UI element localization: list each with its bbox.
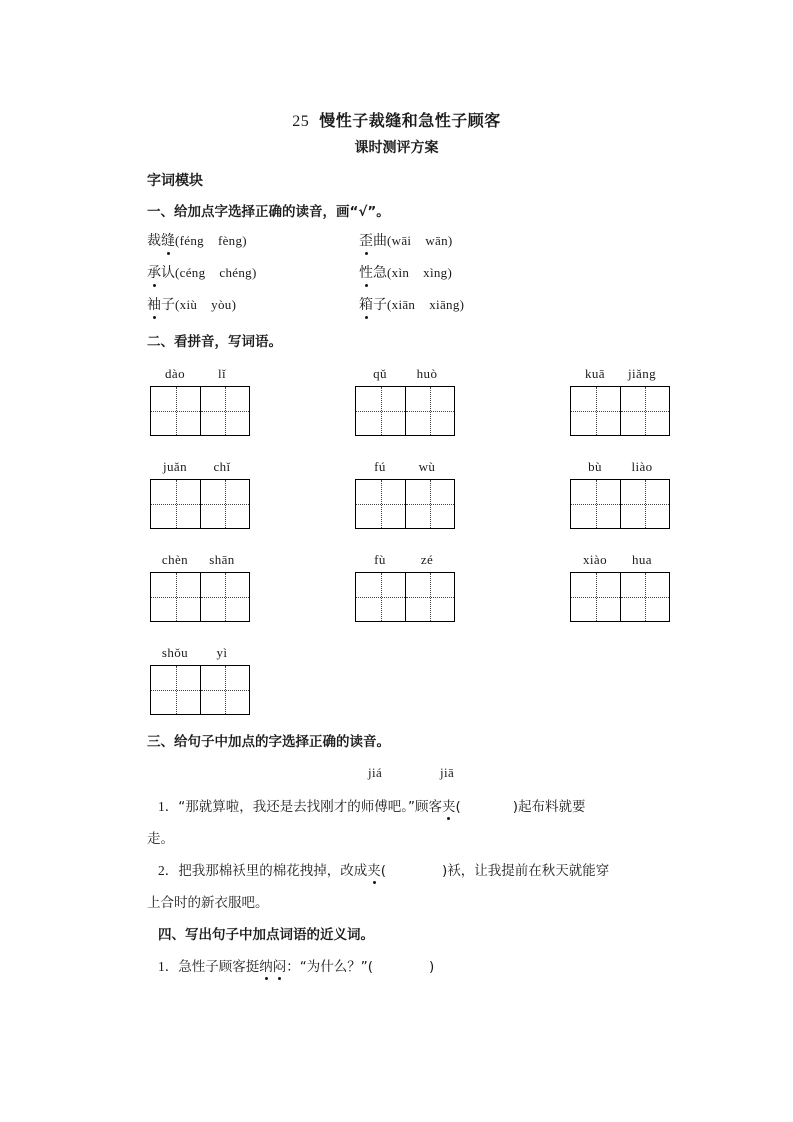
exercise-three-question-2 [158, 859, 609, 879]
tianzige-writing-box[interactable] [355, 572, 455, 622]
answer-blank[interactable]: ( ) [367, 959, 435, 975]
question-index: 1． [158, 959, 179, 974]
grid-pinyin-label [150, 459, 250, 475]
tianzige-cell[interactable] [620, 387, 669, 435]
pinyin-syllable-1: xiào [583, 552, 607, 567]
tianzige-cell[interactable] [200, 573, 249, 621]
tianzige-cell[interactable] [405, 480, 454, 528]
tianzige-cell[interactable] [571, 480, 620, 528]
dotted-word-char-1: 纳 [259, 955, 273, 975]
writing-grid-group [570, 459, 670, 529]
word-char-2-dotted: 缝 [161, 230, 175, 250]
exercise-three-question-1-wrap: 走。 [147, 831, 174, 847]
pinyin-options[interactable]: (xiù yòu) [175, 297, 237, 312]
tianzige-cell[interactable] [200, 480, 249, 528]
pinyin-option-b[interactable]: yòu [211, 297, 232, 312]
pinyin-syllable-1: fù [374, 552, 386, 567]
pinyin-options[interactable]: (xìn xìng) [387, 265, 453, 280]
writing-grid-group [355, 366, 455, 436]
tianzige-cell[interactable] [571, 573, 620, 621]
pinyin-syllable-2: chǐ [213, 459, 231, 474]
tianzige-writing-box[interactable] [150, 479, 250, 529]
word-char-2: 认 [161, 265, 175, 281]
pinyin-option-b[interactable]: fèng [217, 233, 243, 248]
word-char-2: 曲 [373, 233, 387, 249]
choice-item [359, 262, 452, 282]
answer-blank[interactable]: ( ) [455, 799, 519, 815]
tianzige-cell[interactable] [356, 480, 405, 528]
tianzige-writing-box[interactable] [150, 665, 250, 715]
pinyin-syllable-2: huò [416, 366, 438, 381]
pinyin-option-a[interactable]: wāi [391, 233, 412, 248]
pinyin-syllable-2: wù [418, 459, 436, 474]
dotted-char: 夹 [367, 859, 381, 879]
word-char-1-dotted: 性 [359, 262, 373, 282]
question-text-part-2: ：“为什么？” [286, 959, 368, 975]
pinyin-option-a[interactable]: xiān [391, 297, 416, 312]
grid-pinyin-label [150, 645, 250, 661]
tianzige-cell[interactable] [620, 573, 669, 621]
pinyin-syllable-1: dào [165, 366, 185, 381]
question-text-part-1: “那就算啦，我还是去找刚才的师傅吧。”顾客 [178, 799, 442, 815]
exercise-two-heading: 二、看拼音，写词语。 [147, 334, 282, 350]
pinyin-option-b[interactable]: chéng [219, 265, 252, 280]
tianzige-cell[interactable] [151, 480, 200, 528]
dotted-char: 夹 [442, 795, 456, 815]
tianzige-cell[interactable] [200, 666, 249, 714]
pinyin-syllable-2: liào [631, 459, 653, 474]
pinyin-syllable-1: fú [374, 459, 386, 474]
word-char-2: 急 [373, 265, 387, 281]
pinyin-syllable-2: zé [420, 552, 434, 567]
word-char-1-dotted: 箱 [359, 294, 373, 314]
grid-pinyin-label [150, 366, 250, 382]
pinyin-syllable-1: juǎn [163, 459, 187, 474]
grid-pinyin-label [355, 552, 455, 568]
question-text-part-1: 急性子顾客挺 [178, 959, 260, 975]
word-char-1-dotted: 歪 [359, 230, 373, 250]
pinyin-option-b[interactable]: xìng [423, 265, 448, 280]
writing-grid-group [150, 645, 250, 715]
tianzige-cell[interactable] [151, 387, 200, 435]
tianzige-cell[interactable] [356, 387, 405, 435]
answer-blank[interactable]: ( ) [380, 863, 448, 879]
pinyin-option-a[interactable]: xiù [179, 297, 198, 312]
choice-item [147, 230, 247, 250]
pinyin-option-b[interactable]: xiāng [429, 297, 460, 312]
choice-item [147, 294, 236, 314]
pinyin-option-jia1[interactable]: jiā [440, 765, 455, 780]
page-title [0, 108, 793, 131]
tianzige-cell[interactable] [405, 573, 454, 621]
pinyin-options[interactable]: (céng chéng) [175, 265, 257, 280]
module-label: 字词模块 [147, 173, 203, 189]
word-char-2: 子 [161, 297, 175, 313]
exercise-three-question-1 [158, 795, 586, 815]
writing-grid-group [570, 552, 670, 622]
lesson-title: 慢性子裁缝和急性子顾客 [319, 111, 501, 130]
word-char-1-dotted: 承 [147, 262, 161, 282]
page-subtitle: 课时测评方案 [354, 140, 439, 156]
tianzige-writing-box[interactable] [570, 386, 670, 436]
tianzige-cell[interactable] [151, 666, 200, 714]
choice-item [359, 294, 464, 314]
tianzige-writing-box[interactable] [150, 386, 250, 436]
grid-pinyin-label [570, 366, 670, 382]
question-index: 1． [158, 799, 179, 814]
exercise-four-heading: 四、写出句子中加点词语的近义词。 [158, 927, 374, 943]
pinyin-option-a[interactable]: céng [179, 265, 206, 280]
pinyin-option-a[interactable]: féng [179, 233, 204, 248]
tianzige-cell[interactable] [571, 387, 620, 435]
tianzige-cell[interactable] [405, 387, 454, 435]
tianzige-writing-box[interactable] [570, 572, 670, 622]
tianzige-cell[interactable] [620, 480, 669, 528]
choice-item [147, 262, 257, 282]
pinyin-option-b[interactable]: wān [425, 233, 448, 248]
tianzige-writing-box[interactable] [355, 386, 455, 436]
tianzige-writing-box[interactable] [150, 572, 250, 622]
question-text-part-1: 把我那棉袄里的棉花拽掉，改成 [178, 863, 368, 879]
pinyin-syllable-1: qǔ [373, 366, 387, 381]
pinyin-options[interactable]: (xiān xiāng) [387, 297, 465, 312]
word-char-1: 裁 [147, 233, 161, 249]
pinyin-syllable-1: bù [588, 459, 602, 474]
grid-pinyin-label [355, 459, 455, 475]
pinyin-syllable-1: kuā [585, 366, 605, 381]
word-char-1-dotted: 袖 [147, 294, 161, 314]
exercise-four-question-1 [158, 955, 434, 975]
pinyin-syllable-2: jiǎng [628, 366, 656, 381]
pinyin-syllable-2: yì [216, 645, 228, 660]
tianzige-cell[interactable] [151, 573, 200, 621]
tianzige-cell[interactable] [356, 573, 405, 621]
pinyin-options[interactable]: (féng fèng) [175, 233, 247, 248]
question-text-part-2: 袄，让我提前在秋天就能穿 [447, 863, 610, 879]
grid-pinyin-label [570, 459, 670, 475]
lesson-number: 25 [292, 113, 310, 130]
question-text-part-2: 起布料就要 [518, 799, 586, 815]
writing-grid-group [150, 459, 250, 529]
pinyin-option-jia2[interactable]: jiá [368, 765, 383, 780]
pinyin-syllable-2: hua [632, 552, 652, 567]
grid-pinyin-label [355, 366, 455, 382]
exercise-three-question-2-wrap: 上合时的新衣服吧。 [147, 895, 269, 911]
pinyin-syllable-2: lǐ [217, 366, 227, 381]
choice-item [359, 230, 453, 250]
pinyin-syllable-1: shǒu [161, 645, 189, 660]
tianzige-writing-box[interactable] [570, 479, 670, 529]
writing-grid-group [355, 552, 455, 622]
writing-grid-group [570, 366, 670, 436]
grid-pinyin-label [570, 552, 670, 568]
pinyin-syllable-2: shān [209, 552, 235, 567]
grid-pinyin-label [150, 552, 250, 568]
writing-grid-group [150, 552, 250, 622]
word-char-2: 子 [373, 297, 387, 313]
writing-grid-group [150, 366, 250, 436]
dotted-word-char-2: 闷 [273, 955, 287, 975]
exercise-one-heading: 一、给加点字选择正确的读音，画“√”。 [147, 204, 390, 220]
writing-grid-group [355, 459, 455, 529]
exercise-three-heading: 三、给句子中加点的字选择正确的读音。 [147, 734, 390, 750]
pinyin-syllable-1: chèn [161, 552, 189, 567]
tianzige-writing-box[interactable] [355, 479, 455, 529]
tianzige-cell[interactable] [200, 387, 249, 435]
question-index: 2． [158, 863, 179, 878]
pinyin-option-a[interactable]: xìn [391, 265, 410, 280]
pinyin-options[interactable]: (wāi wān) [387, 233, 453, 248]
